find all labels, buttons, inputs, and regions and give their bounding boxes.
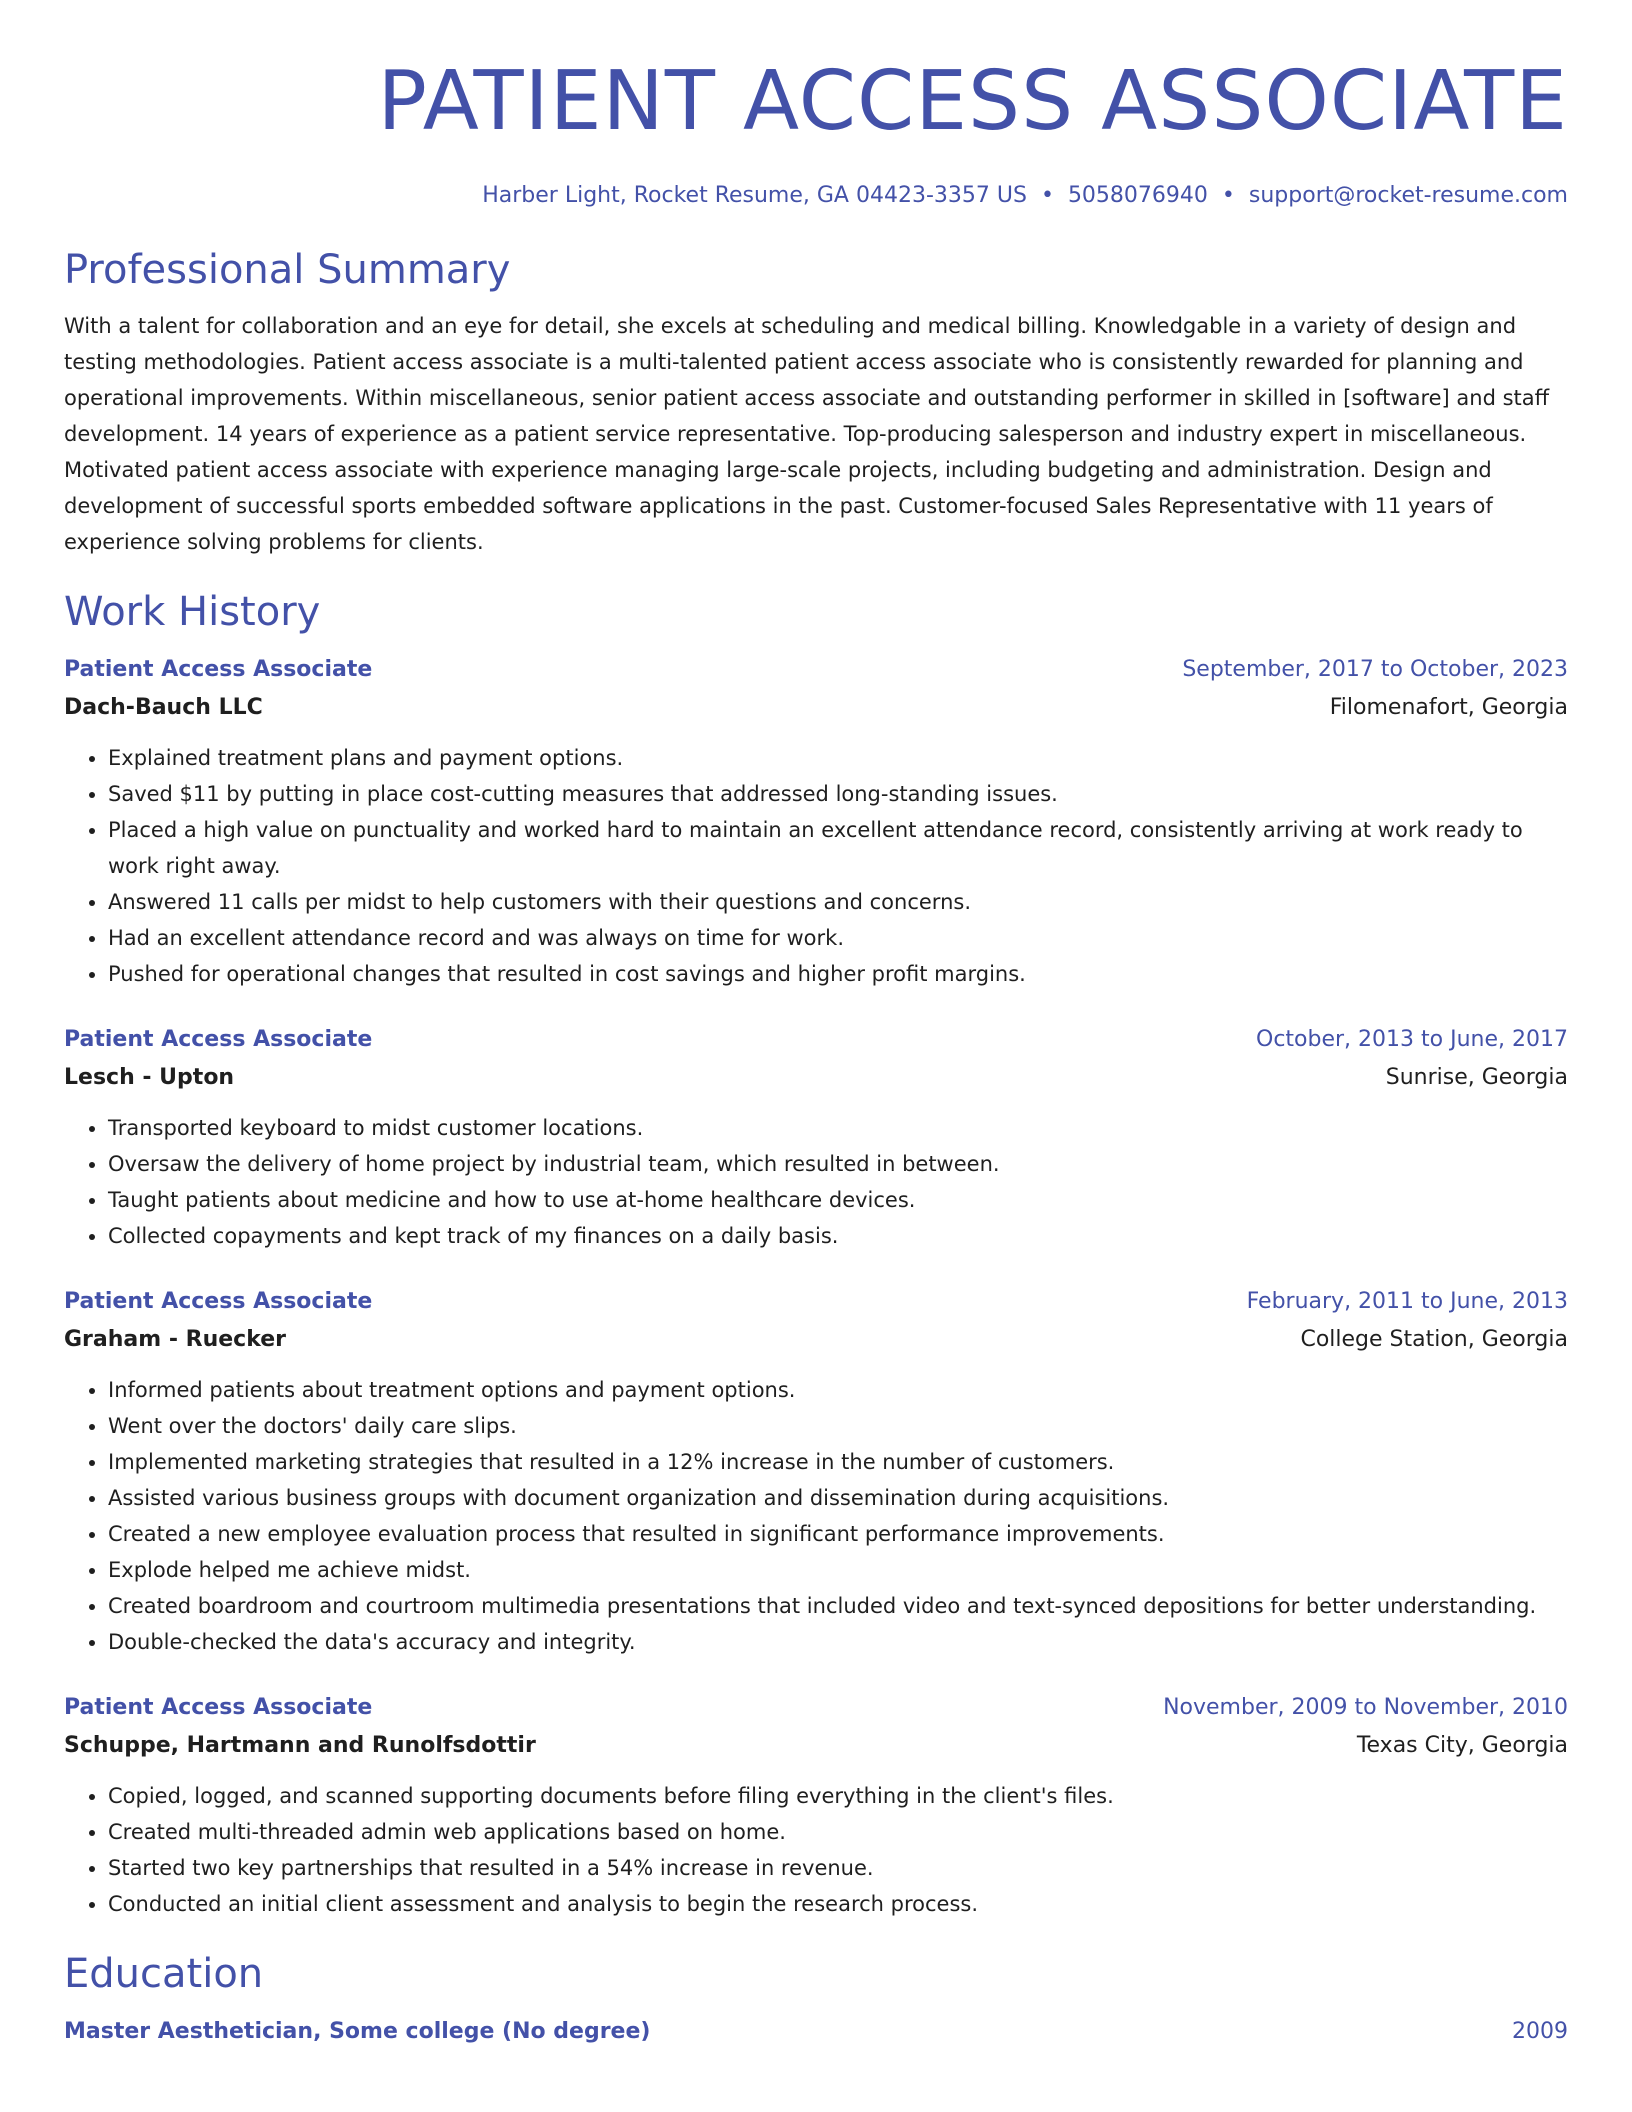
job-bullet: • Implemented marketing strategies that resulted in a 12% increase in the number of customers. [108,1444,1568,1480]
education-year: 2009 [1512,2019,1568,2044]
section-heading-education: Education [64,1951,264,1997]
job-entry [64,1284,1568,1660]
contact-address: Harber Light, Rocket Resume, GA 04423-3357 US [482,183,1027,208]
job-entry [64,1690,1568,1922]
job-location: Filomenafort, Georgia [1329,695,1568,720]
job-bullet: • Went over the doctors' daily care slips. [108,1408,1568,1444]
contact-phone: 5058076940 [1067,183,1208,208]
section-heading-summary: Professional Summary [64,247,511,293]
contact-separator: • [1040,183,1054,208]
job-bullet: • Answered 11 calls per midst to help customers with their questions and concerns. [108,884,1568,920]
job-entry [64,652,1568,992]
job-dates: February, 2011 to June, 2013 [1246,1289,1568,1314]
job-bullets [64,1372,1568,1660]
education-degree: Master Aesthetician, Some college (No degree) [64,2019,651,2044]
job-bullet: • Pushed for operational changes that resulted in cost savings and higher profit margins. [108,956,1568,992]
job-bullet: • Taught patients about medicine and how to use at-home healthcare devices. [108,1182,1568,1218]
job-bullet: • Explode helped me achieve midst. [108,1552,1568,1588]
job-title: Patient Access Associate [64,657,373,682]
job-company: Dach-Bauch LLC [64,695,263,720]
job-bullets [64,1778,1568,1922]
job-bullet: • Oversaw the delivery of home project by industrial team, which resulted in between. [108,1146,1568,1182]
job-bullet: • Collected copayments and kept track of my finances on a daily basis. [108,1218,1568,1254]
education-section [64,1948,1568,2050]
professional-summary-section [64,244,1568,560]
job-company: Graham - Ruecker [64,1327,287,1352]
contact-line [64,180,1568,212]
job-bullet: • Transported keyboard to midst customer locations. [108,1110,1568,1146]
job-bullets [64,1110,1568,1254]
job-location: College Station, Georgia [1300,1327,1568,1352]
job-company: Lesch - Upton [64,1065,235,1090]
job-bullet: • Explained treatment plans and payment options. [108,740,1568,776]
job-bullet: • Copied, logged, and scanned supporting documents before filing everything in the client's files. [108,1778,1568,1814]
summary-text: With a talent for collaboration and an eye for detail, she excels at scheduling and medical billing. Knowledgable in a variety of design and testing methodologies. Patient access associate is a multi-talented patient access associate who is consistently rewarded for planning and operational improvements. Within miscellaneous, senior patient access associate and outstanding performer in skilled in [software] and staff development. 14 years of experience as a patient service representative. Top-producing salesperson and industry expert in miscellaneous. Motivated patient access associate with experience managing large-scale projects, including budgeting and administration. Design and development of successful sports embedded software applications in the past. Customer-focused Sales Representative with 11 years of experience solving problems for clients. [64,314,1550,554]
job-bullet: • Saved $11 by putting in place cost-cutting measures that addressed long-standing issues. [108,776,1568,812]
job-entry [64,1022,1568,1254]
job-bullet: • Conducted an initial client assessment and analysis to begin the research process. [108,1886,1568,1922]
job-bullet: • Had an excellent attendance record and was always on time for work. [108,920,1568,956]
section-heading-work-history: Work History [64,589,321,635]
job-dates: November, 2009 to November, 2010 [1163,1695,1568,1720]
job-bullet: • Created boardroom and courtroom multimedia presentations that included video and text-synced depositions for better understanding. [108,1588,1568,1624]
job-title: Patient Access Associate [64,1027,373,1052]
job-bullet: • Assisted various business groups with document organization and dissemination during acquisitions. [108,1480,1568,1516]
education-entry [64,2014,1568,2050]
job-title: Patient Access Associate [64,1695,373,1720]
contact-separator: • [1221,183,1235,208]
job-bullet: • Double-checked the data's accuracy and integrity. [108,1624,1568,1660]
job-title: Patient Access Associate [64,1289,373,1314]
resume-header [64,52,1568,212]
candidate-title: PATIENT ACCESS ASSOCIATE [377,54,1568,149]
job-company: Schuppe, Hartmann and Runolfsdottir [64,1733,536,1758]
job-bullet: • Created a new employee evaluation process that resulted in significant performance improvements. [108,1516,1568,1552]
job-location: Texas City, Georgia [1356,1733,1568,1758]
contact-email: support@rocket-resume.com [1248,183,1568,208]
job-bullet: • Placed a high value on punctuality and worked hard to maintain an excellent attendance record, consistently arriving at work ready to work right away. [108,812,1568,884]
job-bullet: • Started two key partnerships that resulted in a 54% increase in revenue. [108,1850,1568,1886]
work-history-section [64,586,1568,1922]
job-location: Sunrise, Georgia [1385,1065,1568,1090]
job-bullets [64,740,1568,992]
job-bullet: • Created multi-threaded admin web applications based on home. [108,1814,1568,1850]
job-bullet: • Informed patients about treatment options and payment options. [108,1372,1568,1408]
job-dates: October, 2013 to June, 2017 [1256,1027,1568,1052]
job-dates: September, 2017 to October, 2023 [1182,657,1568,682]
